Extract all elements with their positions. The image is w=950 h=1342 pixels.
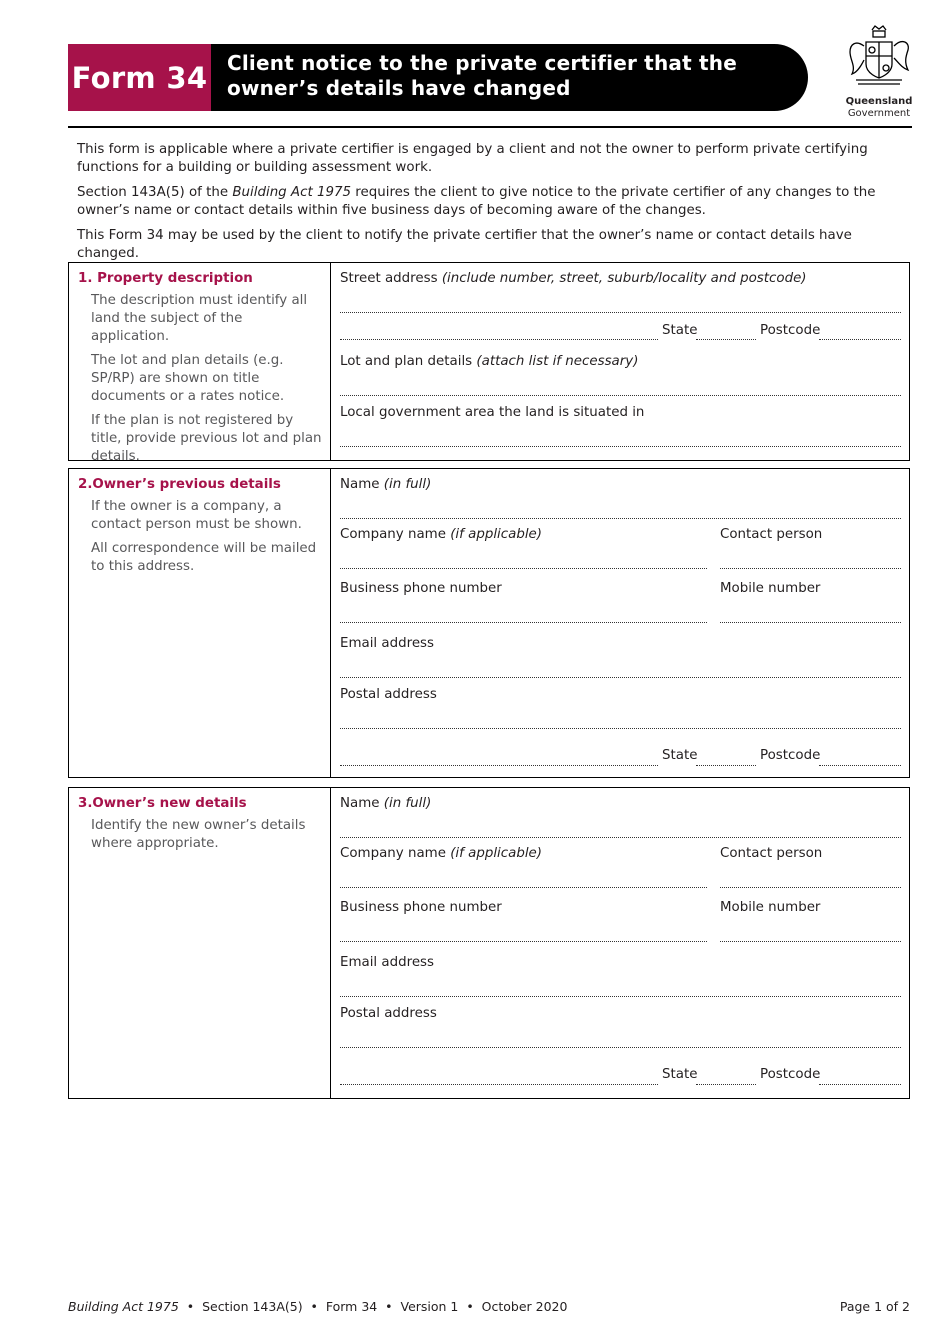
lot-plan-field[interactable] xyxy=(340,395,901,396)
mobile-number-label: Mobile number xyxy=(720,900,821,915)
section-2-title: 2.Owner’s previous details xyxy=(78,477,281,492)
business-phone-label: Business phone number xyxy=(340,581,502,596)
postcode-label: Postcode xyxy=(760,323,821,338)
business-phone-label: Business phone number xyxy=(340,900,502,915)
contact-person-field[interactable] xyxy=(720,887,901,888)
section-1-note: The lot and plan details (e.g. SP/RP) are shown on title documents or a rates notice. xyxy=(91,353,285,404)
form-title-line-1: Client notice to the private certifier that the xyxy=(227,51,737,75)
state-label: State xyxy=(662,323,698,338)
state-field[interactable] xyxy=(696,1084,756,1085)
page-number: Page 1 of 2 xyxy=(839,1299,910,1314)
footer-details: • Section 143A(5) • Form 34 • Version 1 • October 2020 xyxy=(178,1299,568,1314)
street-address-field-line-2[interactable] xyxy=(340,339,658,340)
lot-plan-label: Lot and plan details (attach list if necessary) xyxy=(340,354,639,369)
postcode-field[interactable] xyxy=(819,1084,901,1085)
section-2-note: If the owner is a company, a contact person must be shown. xyxy=(91,499,302,532)
mobile-number-field[interactable] xyxy=(720,941,901,942)
company-name-label: Company name (if applicable) xyxy=(340,846,543,861)
contact-person-label: Contact person xyxy=(720,846,823,861)
intro-text xyxy=(77,141,907,270)
company-name-field[interactable] xyxy=(340,568,707,569)
section-owner-new-details xyxy=(68,787,910,1099)
name-field[interactable] xyxy=(340,518,901,519)
org-subname: Government xyxy=(847,108,911,119)
contact-person-field[interactable] xyxy=(720,568,901,569)
act-name: Building Act 1975 xyxy=(232,185,352,200)
section-3-guidance xyxy=(69,788,331,1098)
postcode-label: Postcode xyxy=(760,748,821,763)
business-phone-field[interactable] xyxy=(340,941,707,942)
section-property-description xyxy=(68,262,910,464)
state-field[interactable] xyxy=(696,339,756,340)
section-3-note: Identify the new owner’s details where appropriate. xyxy=(91,818,306,851)
postal-address-label: Postal address xyxy=(340,1006,437,1021)
form-title-line-2: owner’s details have changed xyxy=(227,76,571,100)
form-header xyxy=(68,44,808,111)
section-2-note: All correspondence will be mailed to this address. xyxy=(91,541,317,574)
section-2-guidance xyxy=(69,469,331,777)
postal-address-label: Postal address xyxy=(340,687,437,702)
queensland-crest-icon xyxy=(844,24,914,96)
postcode-field[interactable] xyxy=(819,765,901,766)
postal-address-field-line-2[interactable] xyxy=(340,1084,658,1085)
lga-field[interactable] xyxy=(340,446,901,447)
form-title xyxy=(211,44,808,111)
postal-address-field[interactable] xyxy=(340,728,901,729)
name-label: Name (in full) xyxy=(340,477,432,492)
section-1-guidance xyxy=(69,263,331,464)
section-1-note: If the plan is not registered by title, provide previous lot and plan details. xyxy=(91,413,322,464)
contact-person-label: Contact person xyxy=(720,527,823,542)
email-address-label: Email address xyxy=(340,955,435,970)
form-number-badge: Form 34 xyxy=(68,44,211,111)
section-3-title: 3.Owner’s new details xyxy=(78,796,247,811)
header-divider xyxy=(68,126,912,128)
postal-address-field-line-2[interactable] xyxy=(340,765,658,766)
name-label: Name (in full) xyxy=(340,796,432,811)
intro-paragraph-2: Section 143A(5) of the Building Act 1975 requires the client to give notice to the private certifier of any changes to the owner’s name or contact details within five business days of becoming aware of the changes. xyxy=(77,185,876,218)
company-name-label: Company name (if applicable) xyxy=(340,527,543,542)
street-address-field[interactable] xyxy=(340,312,901,313)
section-1-note: The description must identify all land the subject of the application. xyxy=(91,293,308,344)
state-label: State xyxy=(662,748,698,763)
business-phone-field[interactable] xyxy=(340,622,707,623)
footer-reference xyxy=(68,1299,567,1314)
intro-paragraph-3: This Form 34 may be used by the client to notify the private certifier that the owner’s name or contact details have changed. xyxy=(77,228,852,261)
email-address-label: Email address xyxy=(340,636,435,651)
postcode-field[interactable] xyxy=(819,339,901,340)
queensland-government-logo xyxy=(838,24,920,122)
name-field[interactable] xyxy=(340,837,901,838)
footer-act: Building Act 1975 xyxy=(68,1299,179,1314)
mobile-number-field[interactable] xyxy=(720,622,901,623)
section-owner-previous-details xyxy=(68,468,910,778)
company-name-field[interactable] xyxy=(340,887,707,888)
intro-paragraph-1: This form is applicable where a private certifier is engaged by a client and not the owner to perform private certifying functions for a building or building assessment work. xyxy=(77,142,868,175)
mobile-number-label: Mobile number xyxy=(720,581,821,596)
org-name: Queensland xyxy=(845,96,913,107)
postcode-label: Postcode xyxy=(760,1067,821,1082)
postal-address-field[interactable] xyxy=(340,1047,901,1048)
street-address-label: Street address (include number, street, suburb/locality and postcode) xyxy=(340,271,807,286)
state-label: State xyxy=(662,1067,698,1082)
section-1-title: 1. Property description xyxy=(78,271,253,286)
lga-label: Local government area the land is situated in xyxy=(340,405,645,420)
state-field[interactable] xyxy=(696,765,756,766)
email-address-field[interactable] xyxy=(340,996,901,997)
email-address-field[interactable] xyxy=(340,677,901,678)
